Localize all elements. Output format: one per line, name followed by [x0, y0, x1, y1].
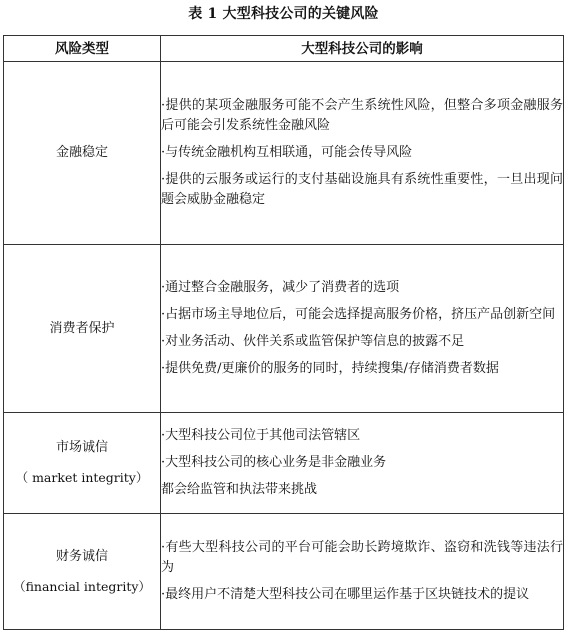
impact-item: 都会给监管和执法带来挑战: [161, 482, 318, 497]
impact-item: ·提供的某项金融服务可能不会产生系统性风险，但整合多项金融服务后可能会引发系统性金融风险: [161, 98, 563, 133]
risk-type-label: 财务诚信: [55, 548, 108, 564]
table-row-financial-integrity: [4, 514, 564, 630]
risk-type-english: （ market integrity）: [15, 470, 149, 485]
impact-item: ·有些大型科技公司的平台可能会助长跨境欺诈、盗窃和洗钱等违法行为: [161, 540, 563, 575]
risk-type-english: （financial integrity）: [13, 578, 151, 594]
table-row-financial-stability: [4, 62, 564, 245]
table-row-consumer-protection: [4, 245, 564, 413]
risk-type-label: 消费者保护: [49, 320, 115, 336]
risk-type-cell: [4, 62, 161, 245]
risk-type-label: 市场诚信: [55, 440, 108, 455]
impact-item: ·提供的云服务或运行的支付基础设施具有系统性重要性，一旦出现问题会威胁金融稳定: [161, 172, 563, 207]
header-risk-type: 风险类型: [4, 36, 161, 62]
table-caption: 表 1 大型科技公司的关键风险: [188, 6, 379, 22]
impact-item: ·通过整合金融服务，减少了消费者的选项: [161, 280, 400, 295]
impact-item: ·对业务活动、伙伴关系或监管保护等信息的披露不足: [161, 334, 465, 349]
impact-cell: [161, 514, 564, 630]
impact-item: ·最终用户不清楚大型科技公司在哪里运作基于区块链技术的提议: [161, 587, 530, 602]
impact-cell: [161, 413, 564, 514]
impact-item: ·大型科技公司位于其他司法管辖区: [161, 428, 361, 443]
risk-type-cell: [4, 514, 161, 630]
risk-table: [3, 35, 564, 630]
risk-type-label: 金融稳定: [55, 145, 108, 160]
impact-item: ·与传统金融机构互相联通，可能会传导风险: [161, 145, 413, 160]
impact-item: ·提供免费/更廉价的服务的同时，持续搜集/存储消费者数据: [161, 361, 499, 376]
impact-item: ·大型科技公司的核心业务是非金融业务: [161, 455, 387, 470]
table-row-market-integrity: [4, 413, 564, 514]
header-impact: 大型科技公司的影响: [161, 36, 564, 62]
risk-type-cell: [4, 413, 161, 514]
table-header-row: [4, 36, 564, 62]
impact-cell: [161, 62, 564, 245]
impact-cell: [161, 245, 564, 413]
impact-item: ·占据市场主导地位后，可能会选择提高服务价格，挤压产品创新空间: [161, 307, 556, 322]
risk-type-cell: [4, 245, 161, 413]
